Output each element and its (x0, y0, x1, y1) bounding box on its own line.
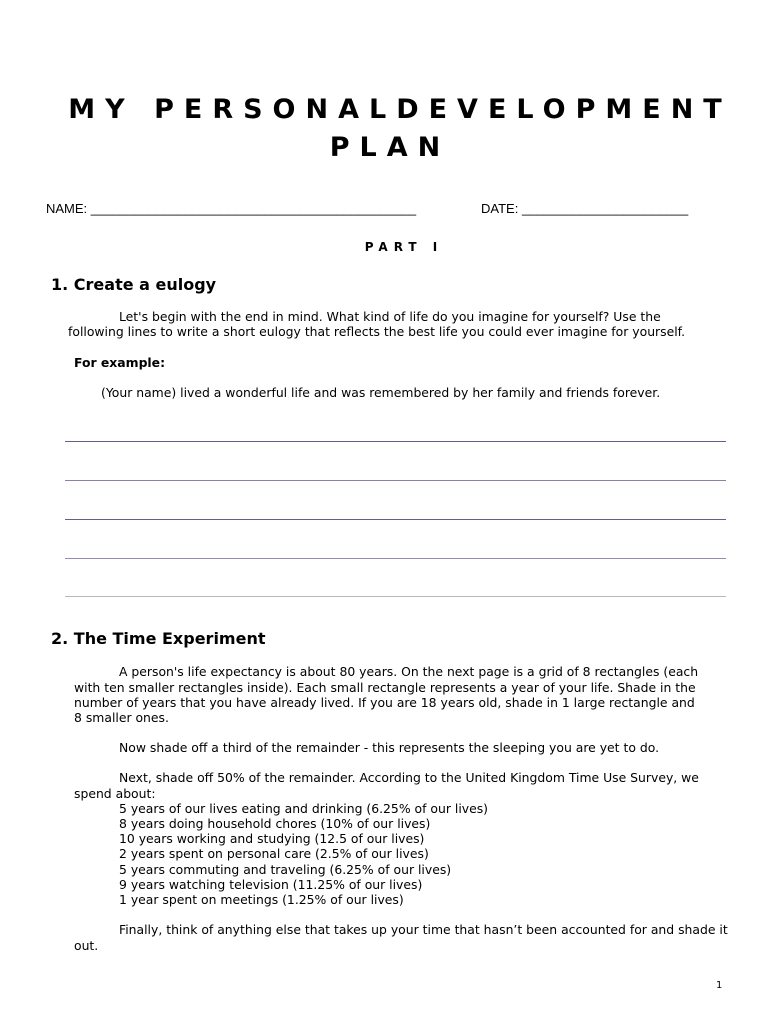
section1-intro-line-2: following lines to write a short eulogy that reflects the best life you could ever imagine for yourself. (68, 324, 686, 339)
section2-p1-line-4: 8 smaller ones. (74, 710, 169, 725)
page-number: 1 (716, 980, 723, 991)
date-blank[interactable]: _______________________ (521, 201, 689, 216)
section2-p4-line-2: out. (74, 938, 99, 953)
section2-p1-line-1: A person's life expectancy is about 80 years. On the next page is a grid of 8 rectangles (each (119, 664, 699, 679)
name-field[interactable] (46, 201, 416, 216)
section1-intro-line-1: Let's begin with the end in mind. What kind of life do you imagine for yourself? Use the (119, 309, 661, 324)
name-blank[interactable]: _____________________________________________ (90, 201, 417, 216)
date-label: DATE: (481, 201, 519, 216)
section2-heading: 2. The Time Experiment (51, 629, 266, 648)
date-field[interactable] (481, 201, 688, 216)
time-use-item: 10 years working and studying (12.5 of our lives) (119, 831, 425, 846)
time-use-item: 5 years commuting and traveling (6.25% of our lives) (119, 862, 452, 877)
time-use-item: 9 years watching television (11.25% of our lives) (119, 877, 423, 892)
writing-line-1[interactable] (65, 441, 726, 442)
writing-line-3[interactable] (65, 519, 726, 520)
section2-p1-line-2: with ten smaller rectangles inside). Each small rectangle represents a year of your life. Shade in the (74, 680, 696, 695)
writing-line-2[interactable] (65, 480, 726, 481)
time-use-item: 5 years of our lives eating and drinking (6.25% of our lives) (119, 801, 489, 816)
section2-p4-line-1: Finally, think of anything else that takes up your time that hasn’t been accounted for and shade it (119, 922, 728, 937)
part-label: PART I (364, 240, 444, 254)
section1-heading: 1. Create a eulogy (51, 275, 217, 294)
writing-line-5[interactable] (65, 596, 726, 597)
section2-p2: Now shade off a third of the remainder - this represents the sleeping you are yet to do. (119, 740, 660, 755)
section2-p1-line-3: number of years that you have already lived. If you are 18 years old, shade in 1 large rectangle and (74, 695, 695, 710)
writing-line-4[interactable] (65, 558, 726, 559)
example-text: (Your name) lived a wonderful life and was remembered by her family and friends forever. (101, 385, 661, 400)
document-title-line-1: MY PERSONALDEVELOPMENT (68, 94, 732, 125)
section2-p3-line-1: Next, shade off 50% of the remainder. According to the United Kingdom Time Use Survey, we (119, 770, 699, 785)
document-title-line-2: PLAN (329, 132, 451, 163)
name-label: NAME: (46, 201, 88, 216)
time-use-item: 2 years spent on personal care (2.5% of our lives) (119, 846, 429, 861)
time-use-item: 1 year spent on meetings (1.25% of our lives) (119, 892, 404, 907)
section2-p3-line-2: spend about: (74, 786, 156, 801)
example-label: For example: (74, 355, 166, 370)
time-use-item: 8 years doing household chores (10% of our lives) (119, 816, 431, 831)
